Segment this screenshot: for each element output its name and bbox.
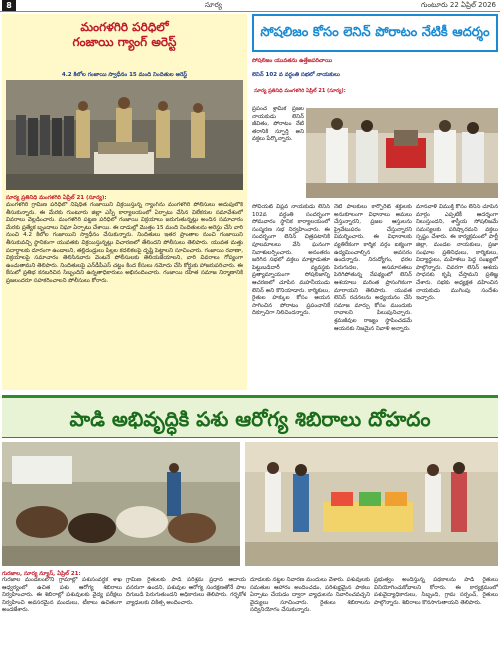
- issue-date: గుంటూరు 22 ఏప్రిల్ 2026: [420, 1, 496, 9]
- story-body: మంగళగిరి గ్రామీణ పరిధిలో నిషేధిత గంజాయిని విక్రయిస్తున్న గ్యాంగ్‌ను మంగళగిరి పోలీసులు అదుపులోకి తీసుకున్నారు. ఈ మేరకు గుంటూరు జిల్లా ఎస్పీ కార్యాలయంలో ఏర్పాటు చేసిన విలేకరుల సమావేశంలో వివరాలు వెల్లడించారు. మంగళగిరి పట్టణ పరిధిలో గంజాయి విక్రయాలు జరుగుతున్నట్లు అందిన సమాచారం మేరకు ప్రత్యేక బృందాలు నిఘా ఏర్పాటు చేశాయి. ఈ దాడుల్లో మొత్తం 15 మంది నిందితులను అరెస్టు చేసి వారి నుంచి 4.2 కిలోల గంజాయిని స్వాధీనం చేసుకున్నారు. నిందితులు ఇతర ప్రాంతాల నుంచి గంజాయిని తీసుకువచ్చి స్థానికంగా యువతకు విక్రయిస్తున్నట్లు విచారణలో తేలిందని పోలీసులు తెలిపారు. యువత మత్తు పదార్థాలకు దూరంగా ఉండాలని, తల్లిదండ్రులు పిల్లల కదలికలపై దృష్టి పెట్టాలని సూచించారు. గంజాయి రవాణా, విక్రయాలపై సమాచారం తెలిసినవారు వెంటనే పోలీసులకు తెలియజేయాలని, వారి వివరాలు గోప్యంగా ఉంచుతామని తెలిపారు. నిందితులపై ఎన్‌డీపీఎస్ చట్టం కింద కేసులు నమోదు చేసి కోర్టుకు హాజరుపరిచారు. ఈ కేసులో ప్రతిభ కనబరిచిన సిబ్బందిని ఉన్నతాధికారులు అభినందించారు. గంజాయి రహిత సమాజ నిర్మాణానికి ప్రజలందరూ సహకరించాలని పోలీసులు కోరారు.: [6, 202, 243, 284]
- cattle-photo: [2, 442, 240, 566]
- paper-name: సూర్య: [205, 1, 222, 9]
- story-headline: పాడి అభివృద్ధికి పశు ఆరోగ్య శిబిరాలు దోహదం: [69, 407, 431, 431]
- story-body-col-3: దూడలకు నట్టల నివారణ మందులు వేశారు. పశువులకు సమతుల ఆహారం అందించడం, పరిశుభ్రమైన పాకలు ఏర్పాటు చేయడం ద్వారా వ్యాధులను నివారించవచ్చని వైద్యులు సూచించారు. రైతులు శిబిరాలను సద్వినియోగం చేసుకున్నారు.: [250, 577, 370, 614]
- page-number: 8: [2, 0, 16, 11]
- camp-photo-illustration: [245, 442, 498, 566]
- story-body-col-2: సోవియట్ విప్లవ నాయకుడు లెనిన్ 102వ వర్ధంతి సందర్భంగా సోమవారం స్థానిక కార్యాలయంలో సంస్మరణ సభ నిర్వహించారు. ఈ సందర్భంగా లెనిన్ చిత్రపటానికి పూలమాలలు వేసి ఘనంగా నివాళులర్పించారు. అనంతరం జరిగిన సభలో వక్తలు మాట్లాడుతూ పెట్టుబడిదారీ వ్యవస్థకు ప్రత్యామ్నాయంగా సోషలిజాన్ని ఆచరణలో చూపిన మహనీయుడు లెనిన్ అని కొనియాడారు. కార్మికులు, రైతుల హక్కుల కోసం ఆయన సాగించిన పోరాటం ప్రపంచానికే దిక్సూచిగా నిలిచిందన్నారు.: [252, 204, 330, 317]
- story-byline: గురజాల, సూర్య న్యూస్, ఏప్రిల్ 21:: [2, 571, 81, 577]
- headline-line-2: గంజాయి గ్యాంగ్ అరెస్ట్: [72, 35, 177, 49]
- story-body-col-1: ప్రపంచ శ్రామిక ప్రజల నాయకుడు లెనిన్ జీవితం, పోరాటం నేటి తరానికి స్ఫూర్తి అని వక్తలు పేర్కొన్నారు.: [252, 106, 304, 143]
- story-body-col-4: మానవాళి విముక్తి కోసం లెనిన్ చూపిన మార్గం ఎప్పటికీ ఆదర్శంగా నిలుస్తుందని, శాస్త్రీయ సోషలిజమే సమస్యలకు పరిష్కారమని వక్తలు స్పష్టం చేశారు. ఈ కార్యక్రమంలో పార్టీ జిల్లా, మండల నాయకులు, ప్రజా సంఘాల ప్రతినిధులు, కార్మికులు, విద్యార్థులు, మహిళలు పెద్ద సంఖ్యలో పాల్గొన్నారు. చివరగా లెనిన్ ఆశయ సాధనకు కృషి చేస్తామని ప్రతిజ్ఞ చేశారు. సభకు అధ్యక్షత వహించిన నాయకుడు ముగింపు సందేశం ఇచ్చారు.: [416, 204, 498, 302]
- lenin-tribute-photo: [306, 108, 498, 198]
- cattle-camp-headline-box: [2, 395, 498, 438]
- story-byline: సూర్య ప్రతినిధి మంగళగిరి ఏప్రిల్ 21 (సూర్య):: [6, 195, 107, 201]
- camp-distribution-photo: [245, 442, 498, 566]
- police-photo-illustration: [6, 80, 243, 190]
- masthead-bar: [0, 0, 500, 12]
- story-headline: సోషలిజం కోసం లెనిన్ పోరాటం నేటికీ ఆదర్శం: [260, 25, 490, 40]
- headline-line-1: మంగళగిరి పరిధిలో: [80, 20, 169, 34]
- tribute-photo-illustration: [306, 108, 498, 198]
- story-byline: సూర్య ప్రతినిధి మంగళగిరి ఏప్రిల్ 21 (సూర్య):: [254, 88, 346, 94]
- story-kicker-2: లెనిన్ 102 వ వర్ధంతి సభలో నాయకులు: [252, 72, 340, 78]
- cattle-photo-illustration: [2, 442, 240, 566]
- police-press-photo: [6, 80, 243, 190]
- story-body-col-3: నేటి పాలకులు కార్పొరేట్ శక్తులకు అనుకూలంగా విధానాలు అమలు చేస్తున్నారని, ప్రజల ఆస్తులను ప్రైవేటుపరం చేస్తున్నారని విమర్శించారు. ఈ విధానాలకు వ్యతిరేకంగా కార్మిక వర్గం ఐక్యంగా ఉద్యమించాల్సిన అవసరం ఉందన్నారు. నిరుద్యోగం, ధరల పెరుగుదల, అసమానతలు పెరిగిపోతున్న నేపథ్యంలో లెనిన్ ఆశయాలు మరింత ప్రాసంగికంగా మారాయని తెలిపారు. యువత లెనిన్ రచనలను అధ్యయనం చేసి సమాజ మార్పు కోసం ముందుకు రావాలని పిలుపునిచ్చారు. శ్రమజీవుల రాజ్యం స్థాపించడమే ఆయనకు నిజమైన నివాళి అన్నారు.: [334, 204, 412, 332]
- story-body-col-4: ప్రభుత్వం అందిస్తున్న పథకాలను పాడి రైతులు వినియోగించుకోవాలని కోరారు. ఈ కార్యక్రమంలో పశువైద్యాధికారులు, సిబ్బంది, గ్రామ సర్పంచ్, రైతులు పాల్గొన్నారు. శిబిరాలు కొనసాగుతాయని తెలిపారు.: [374, 577, 498, 606]
- ganja-arrest-story: [2, 14, 247, 390]
- story-headline: [6, 20, 243, 50]
- story-body-col-1: గురజాల మండలంలోని గ్రామాల్లో పశుసంవర్ధక శాఖ ఆధ్వర్యంలో ఉచిత పశు ఆరోగ్య శిబిరాలు నిర్వహించారు. ఈ శిబిరాల్లో పశువులకు వైద్య పరీక్షలు నిర్వహించి అవసరమైన మందులు, టీకాలు ఉచితంగా అందజేశారు.: [2, 577, 122, 614]
- story-headline-box: [252, 14, 498, 52]
- lenin-story: [252, 14, 498, 392]
- story-body-col-2: గ్రామీణ రైతులకు పాడి పరిశ్రమ ప్రధాన ఆదాయ వనరుగా ఉందని, పశువుల ఆరోగ్య సంరక్షణతోనే పాల దిగుబడి పెరుగుతుందని అధికారులు తెలిపారు. గర్భకోశ వ్యాధులకు చికిత్స అందించారు.: [126, 577, 246, 606]
- story-subhead: 4.2 కిలోల గంజాయి స్వాధీనం 15 మంది నిందితుల అరెస్ట్: [61, 72, 188, 78]
- story-kicker: సోషలిజం యువతను ఉత్తేజపరిచాయి: [252, 58, 333, 64]
